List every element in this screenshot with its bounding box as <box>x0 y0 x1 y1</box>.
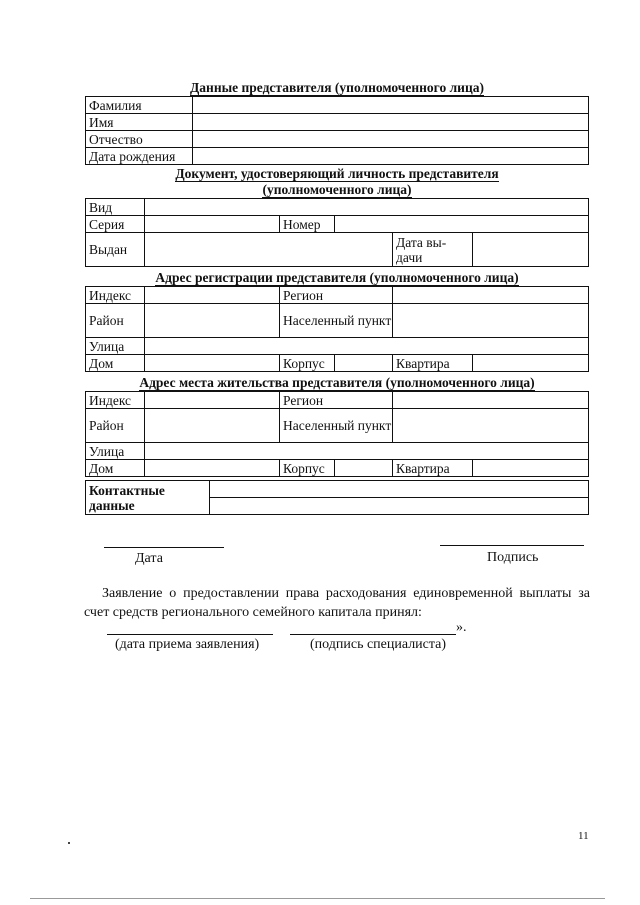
table-row <box>86 355 589 372</box>
table-row <box>86 460 589 477</box>
specialist-signature-line[interactable] <box>290 634 456 635</box>
table-row <box>86 287 589 304</box>
res-index-label: Индекс <box>86 392 145 409</box>
table-row <box>86 304 589 338</box>
receipt-date-line[interactable] <box>107 634 273 635</box>
res-locality-field[interactable] <box>393 409 589 443</box>
reg-index-label: Индекс <box>86 287 145 304</box>
reg-house-label: Дом <box>86 355 145 372</box>
table-row <box>86 199 589 216</box>
table-row <box>86 409 589 443</box>
reg-building-field[interactable] <box>335 355 393 372</box>
reg-locality-label: Населенный пункт <box>280 304 393 338</box>
doc-kind-label: Вид <box>86 199 145 216</box>
patronymic-label: Отчество <box>86 131 193 148</box>
table-row <box>86 148 589 165</box>
scan-speck <box>68 842 70 844</box>
res-locality-label: Населенный пункт <box>280 409 393 443</box>
reg-apartment-label: Квартира <box>393 355 473 372</box>
statement-text: Заявление о предоставлении права расходования единовременной выплаты за счет средств регионального семейного капитала принял: <box>84 586 590 620</box>
res-region-label: Регион <box>280 392 393 409</box>
res-addr-table <box>85 391 589 477</box>
patronymic-field[interactable] <box>193 131 589 148</box>
res-street-label: Улица <box>86 443 145 460</box>
reg-apartment-field[interactable] <box>473 355 589 372</box>
table-row <box>86 131 589 148</box>
res-street-field[interactable] <box>145 443 589 460</box>
reg-region-label: Регион <box>280 287 393 304</box>
reg-addr-section-title: Адрес регистрации представителя (уполномоченного лица) <box>155 270 519 285</box>
table-row <box>86 443 589 460</box>
birth-date-field[interactable] <box>193 148 589 165</box>
reg-region-field[interactable] <box>393 287 589 304</box>
date-line[interactable] <box>104 547 224 548</box>
contacts-table <box>85 480 589 515</box>
reg-street-label: Улица <box>86 338 145 355</box>
doc-section-title-2: (уполномоченного лица) <box>262 182 412 197</box>
table-row <box>86 338 589 355</box>
doc-number-label: Номер <box>280 216 335 233</box>
rep-section-title: Данные представителя (уполномоченного лица) <box>190 80 484 95</box>
res-apartment-field[interactable] <box>473 460 589 477</box>
table-row <box>86 233 589 267</box>
table-row <box>86 114 589 131</box>
doc-issue-date-label: Дата вы-дачи <box>393 233 473 267</box>
doc-series-label: Серия <box>86 216 145 233</box>
signature-line[interactable] <box>440 545 584 546</box>
res-index-field[interactable] <box>145 392 280 409</box>
surname-label: Фамилия <box>86 97 193 114</box>
table-row <box>86 392 589 409</box>
signature-label: Подпись <box>487 550 539 565</box>
doc-table <box>85 198 589 267</box>
birth-date-label: Дата рождения <box>86 148 193 165</box>
res-district-field[interactable] <box>145 409 280 443</box>
contacts-label: Контактные данные <box>86 481 210 515</box>
res-building-field[interactable] <box>335 460 393 477</box>
reg-district-label: Район <box>86 304 145 338</box>
table-row <box>86 97 589 114</box>
reg-building-label: Корпус <box>280 355 335 372</box>
surname-field[interactable] <box>193 97 589 114</box>
page-number: 11 <box>578 830 589 842</box>
doc-section-title: Документ, удостоверяющий личность представителя <box>175 166 499 181</box>
reg-index-field[interactable] <box>145 287 280 304</box>
res-district-label: Район <box>86 409 145 443</box>
res-region-field[interactable] <box>393 392 589 409</box>
doc-series-field[interactable] <box>145 216 280 233</box>
specialist-signature-caption: (подпись специалиста) <box>310 637 447 652</box>
contacts-field-2[interactable] <box>210 498 589 515</box>
res-apartment-label: Квартира <box>393 460 473 477</box>
page-bottom-edge <box>30 898 605 899</box>
reg-district-field[interactable] <box>145 304 280 338</box>
doc-issued-label: Выдан <box>86 233 145 267</box>
date-label: Дата <box>135 551 163 566</box>
rep-table <box>85 96 589 165</box>
statement-closing: ». <box>456 620 467 635</box>
reg-locality-field[interactable] <box>393 304 589 338</box>
doc-issued-field[interactable] <box>145 233 393 267</box>
receipt-date-caption: (дата приема заявления) <box>115 637 260 652</box>
reg-street-field[interactable] <box>145 338 589 355</box>
res-house-label: Дом <box>86 460 145 477</box>
first-name-field[interactable] <box>193 114 589 131</box>
first-name-label: Имя <box>86 114 193 131</box>
res-building-label: Корпус <box>280 460 335 477</box>
reg-house-field[interactable] <box>145 355 280 372</box>
table-row <box>86 216 589 233</box>
res-house-field[interactable] <box>145 460 280 477</box>
doc-issue-date-field[interactable] <box>473 233 589 267</box>
reg-addr-table <box>85 286 589 372</box>
contacts-field-1[interactable] <box>210 481 589 498</box>
res-addr-section-title: Адрес места жительства представителя (уполномоченного лица) <box>139 375 535 390</box>
doc-number-field[interactable] <box>335 216 589 233</box>
doc-kind-field[interactable] <box>145 199 589 216</box>
table-row <box>86 481 589 498</box>
